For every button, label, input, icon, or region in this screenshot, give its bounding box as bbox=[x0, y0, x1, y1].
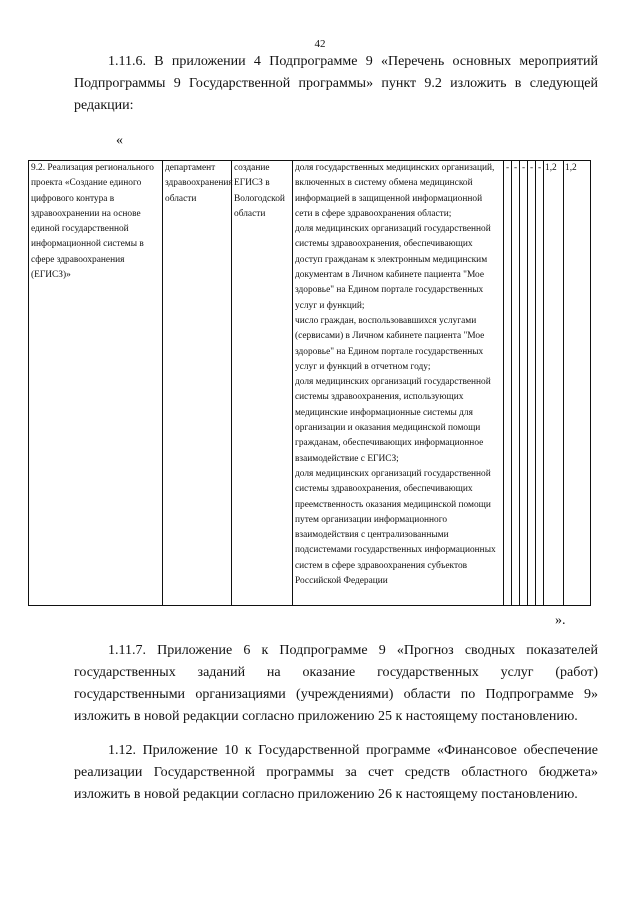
measures-table bbox=[28, 160, 591, 606]
table-row bbox=[29, 161, 591, 606]
opening-quote: « bbox=[116, 133, 123, 148]
dash-cell: - bbox=[504, 161, 512, 606]
result-cell: создание ЕГИСЗ в Вологодской области bbox=[232, 161, 293, 606]
dash-cell: - bbox=[520, 161, 528, 606]
dash-cell: - bbox=[512, 161, 520, 606]
indicators-cell: доля государственных медицинских организаций, включенных в систему обмена медицинской информацией в защищенной информационной сети в сфере здравоохранения области; доля медицинских организаций государственной системы здравоохранения, обеспечивающих доступ гражданам к электронным медицинским документам в Личном кабинете пациента "Мое здоровье" на Едином портале государственных услуг и функций; число граждан, воспользовавшихся услугами (сервисами) в Личном кабинете пациента "Мое здоровье" на Едином портале государственных услуг и функций в отчетном году; доля медицинских организаций государственной системы здравоохранения, использующих медицинские информационные системы для организации и оказания медицинской помощи гражданам, обеспечивающих информационное взаимодействие с ЕГИСЗ; доля медицинских организаций государственной системы здравоохранения, обеспечивающих преемственность оказания медицинской помощи путем организации информационного взаимодействия с централизованными подсистемами государственных информационных систем в сфере здравоохранения субъектов Российской Федерации bbox=[293, 161, 504, 606]
dash-cell: - bbox=[536, 161, 544, 606]
value-cell: 1,2 bbox=[544, 161, 564, 606]
dash-cell: - bbox=[528, 161, 536, 606]
paragraph-1-11-6: 1.11.6. В приложении 4 Подпрограмме 9 «Перечень основных мероприятий Подпрограммы 9 Государственной программы» пункт 9.2 изложить в следующей редакции: bbox=[74, 54, 598, 113]
closing-quote: ». bbox=[555, 613, 566, 628]
page-number: 42 bbox=[314, 38, 326, 50]
paragraph-1-11-7: 1.11.7. Приложение 6 к Подпрограмме 9 «Прогноз сводных показателей государственных заданий на оказание государственных услуг (работ) государственными организациями (учреждениями) области по Подпрограмме 9» изложить в новой редакции согласно приложению 25 к настоящему постановлению. bbox=[74, 643, 598, 724]
value-cell: 1,2 bbox=[564, 161, 591, 606]
paragraph-1-12: 1.12. Приложение 10 к Государственной программе «Финансовое обеспечение реализации Государственной программы за счет средств областного бюджета» изложить в новой редакции согласно приложению 26 к настоящему постановлению. bbox=[74, 743, 598, 802]
executor-cell: департамент здравоохранения области bbox=[163, 161, 232, 606]
measure-cell: 9.2. Реализация регионального проекта «Создание единого цифрового контура в здравоохранении на основе единой государственной информационной системы в сфере здравоохранения (ЕГИСЗ)» bbox=[29, 161, 163, 606]
